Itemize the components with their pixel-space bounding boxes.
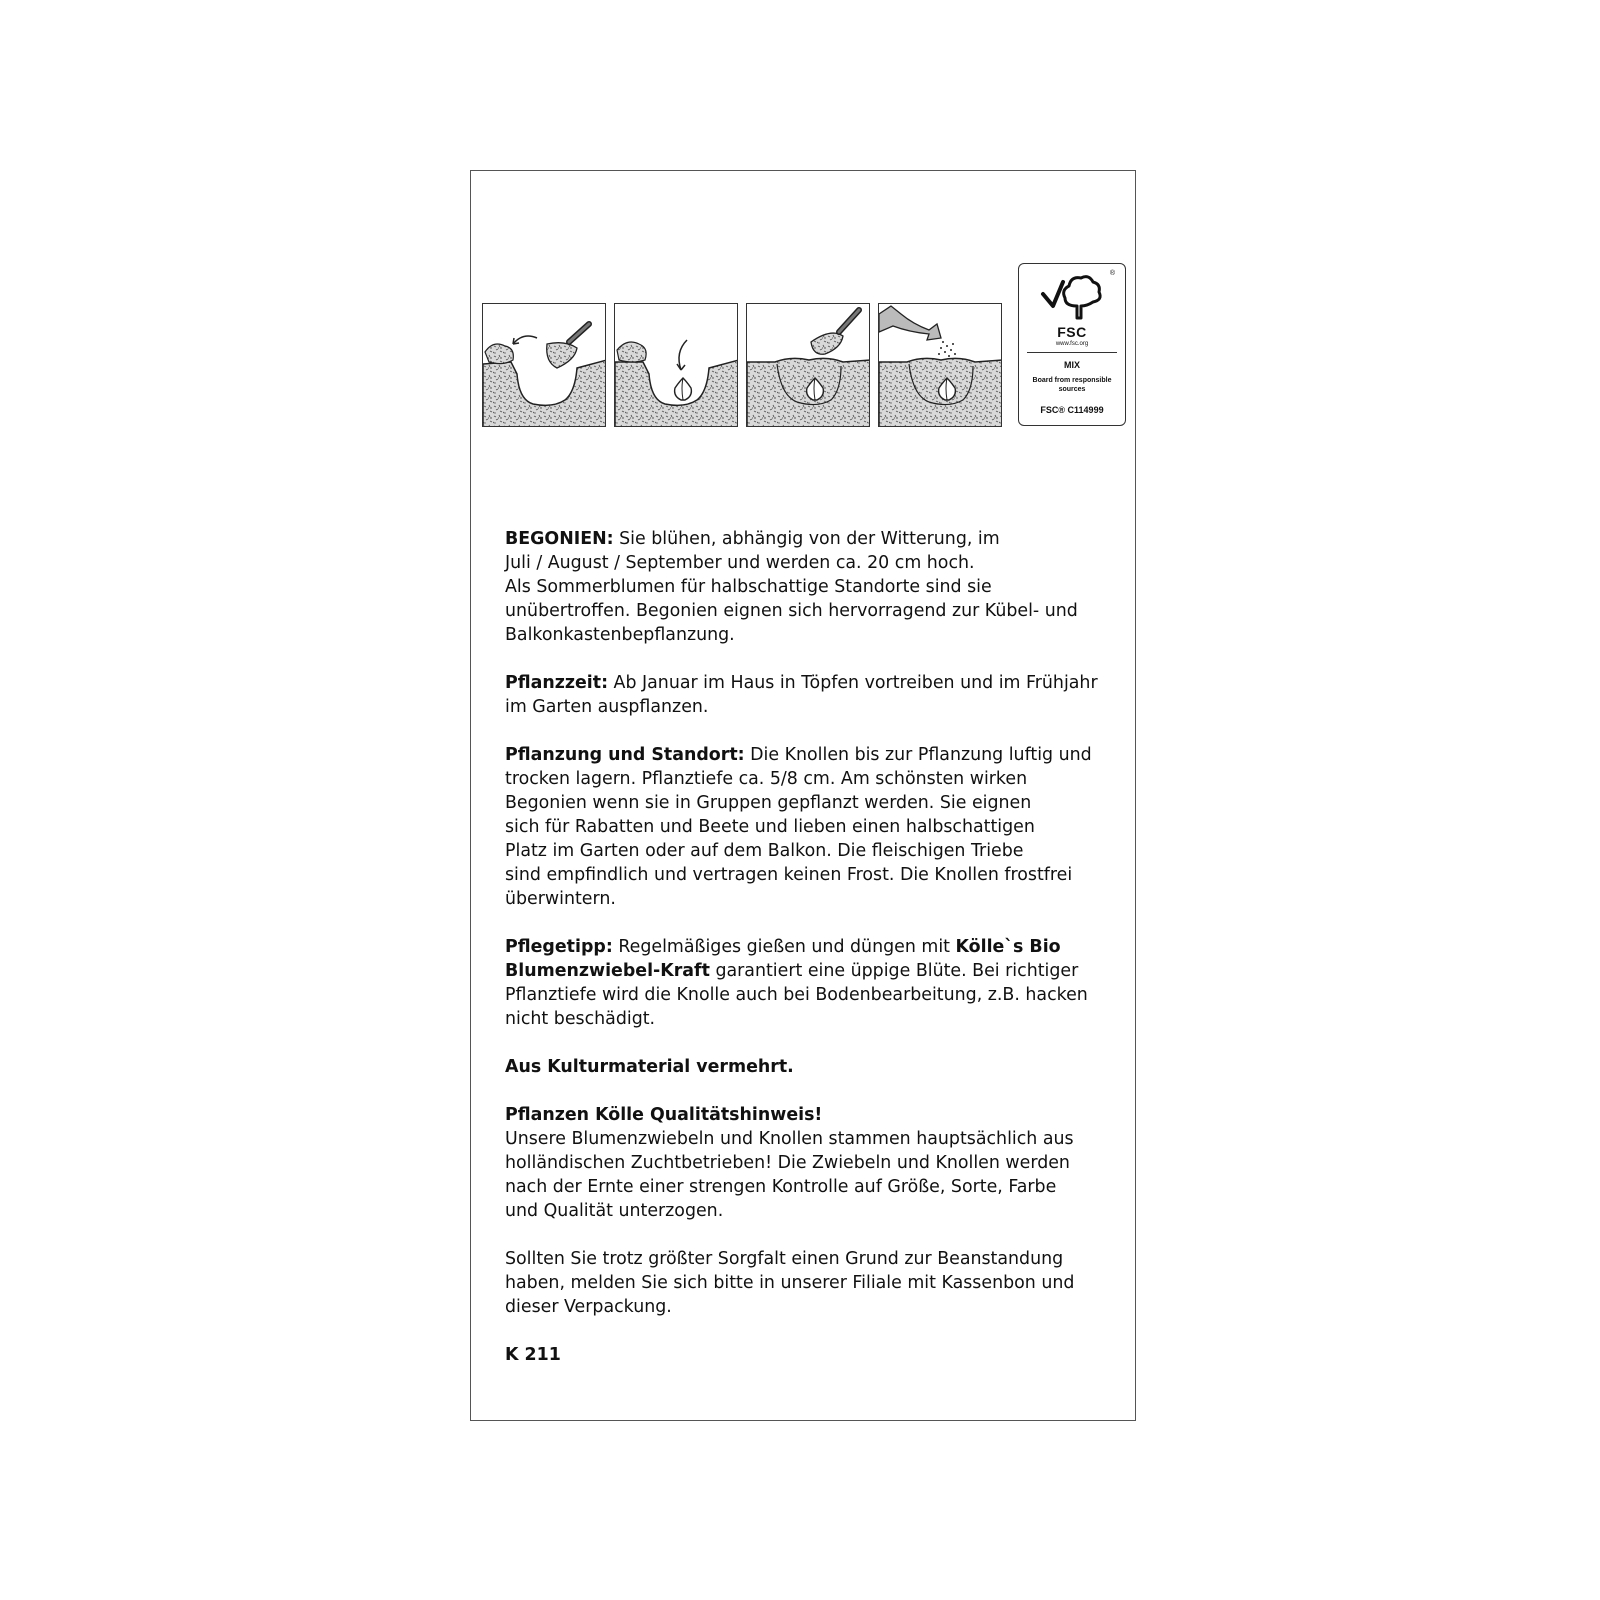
fsc-claim: Board from responsible sources (1032, 377, 1112, 393)
pflanzzeit-line: im Garten auspflanzen. (505, 697, 709, 717)
section-pflegetipp (505, 935, 1125, 1031)
begonien-line: Sie blühen, abhängig von der Witterung, im (613, 529, 1000, 549)
article-code: K 211 (505, 1345, 561, 1365)
section-pflanzung-standort (505, 743, 1125, 911)
kulturmaterial-note: Aus Kulturmaterial vermehrt. (505, 1057, 794, 1077)
beanstandung-line: haben, melden Sie sich bitte in unserer Filiale mit Kassenbon und (505, 1273, 1075, 1293)
begonien-line: Balkonkastenbepflanzung. (505, 625, 735, 645)
step-3-cover-soil-illustration (746, 303, 870, 427)
qualitaet-heading: Pflanzen Kölle Qualitätshinweis! (505, 1105, 823, 1125)
step-2-place-bulb-illustration (614, 303, 738, 427)
section-pflanzzeit (505, 671, 1125, 719)
qualitaet-line: Unsere Blumenzwiebeln und Knollen stammen hauptsächlich aus (505, 1129, 1074, 1149)
pflanzung-label: Pflanzung und Standort: (505, 745, 745, 765)
qualitaet-line: nach der Ernte einer strengen Kontrolle auf Größe, Sorte, Farbe (505, 1177, 1057, 1197)
pflanzung-line: Platz im Garten oder auf dem Balkon. Die fleischigen Triebe (505, 841, 1024, 861)
pflanzung-line: trocken lagern. Pflanztiefe ca. 5/8 cm. Am schönsten wirken (505, 769, 1028, 789)
begonien-label: BEGONIEN: (505, 529, 614, 549)
pflanzung-line: sich für Rabatten und Beete und lieben einen halbschattigen (505, 817, 1035, 837)
fsc-license-code: FSC® C114999 (1040, 405, 1104, 415)
pflegetipp-text: garantiert eine üppige Blüte. Bei richtiger (709, 961, 1079, 981)
qualitaet-line: holländischen Zuchtbetrieben! Die Zwiebeln und Knollen werden (505, 1153, 1070, 1173)
pflanzzeit-label: Pflanzzeit: (505, 673, 609, 693)
section-beanstandung (505, 1247, 1125, 1319)
pflanzung-line: überwintern. (505, 889, 616, 909)
product-name-part2: Blumenzwiebel-Kraft (505, 961, 710, 981)
qualitaet-line: und Qualität unterzogen. (505, 1201, 724, 1221)
pflanzung-line: Begonien wenn sie in Gruppen gepflanzt werden. Sie eignen (505, 793, 1032, 813)
pflegetipp-text: Regelmäßiges gießen und düngen mit (612, 937, 956, 957)
beanstandung-line: Sollten Sie trotz größter Sorgfalt einen Grund zur Beanstandung (505, 1249, 1064, 1269)
begonien-line: Juli / August / September und werden ca. 20 cm hoch. (505, 553, 975, 573)
fsc-tree-logo-icon (1037, 272, 1109, 324)
section-kulturmaterial (505, 1055, 1125, 1079)
pflanzzeit-line: Ab Januar im Haus in Töpfen vortreiben und im Frühjahr (608, 673, 1098, 693)
pflegetipp-line: Pflanztiefe wird die Knolle auch bei Bodenbearbeitung, z.B. hacken (505, 985, 1088, 1005)
fsc-registered-mark: ® (1109, 270, 1115, 277)
pflanzung-line: Die Knollen bis zur Pflanzung luftig und (744, 745, 1092, 765)
fsc-category: MIX (1063, 360, 1080, 370)
pflegetipp-label: Pflegetipp: (505, 937, 613, 957)
product-name-part1: Kölle`s Bio (955, 937, 1061, 957)
product-description (505, 527, 1125, 1391)
beanstandung-line: dieser Verpackung. (505, 1297, 672, 1317)
pflegetipp-line: nicht beschädigt. (505, 1009, 656, 1029)
begonien-line: unübertroffen. Begonien eignen sich hervorragend zur Kübel- und (505, 601, 1078, 621)
step-1-dig-illustration (482, 303, 606, 427)
fsc-certification-badge (1018, 263, 1126, 426)
pflanzung-line: sind empfindlich und vertragen keinen Frost. Die Knollen frostfrei (505, 865, 1073, 885)
section-article-code (505, 1343, 1125, 1367)
fsc-brand-text: FSC (1057, 324, 1087, 340)
fsc-divider (1027, 352, 1117, 353)
begonien-line: Als Sommerblumen für halbschattige Standorte sind sie (505, 577, 992, 597)
section-qualitaetshinweis (505, 1103, 1125, 1223)
fsc-url: www.fsc.org (1055, 341, 1089, 347)
step-4-water-illustration (878, 303, 1002, 427)
section-begonien (505, 527, 1125, 647)
